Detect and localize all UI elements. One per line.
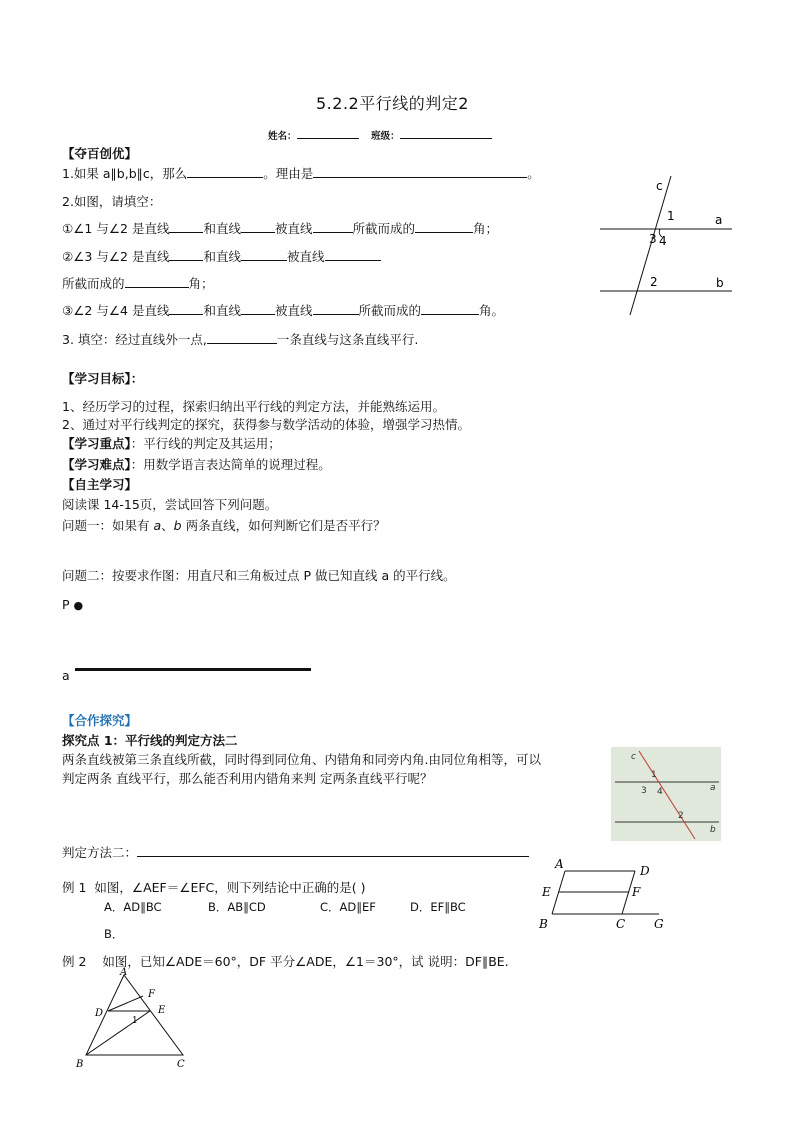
tri-angle-1: 1 [132, 1016, 138, 1026]
fig2-label-b: b [710, 825, 716, 835]
point-p-label: P [62, 597, 70, 612]
r3-blank-4[interactable] [421, 303, 479, 315]
r2-blank-3[interactable] [325, 249, 381, 261]
q1-text-c: 。 [527, 166, 540, 181]
class-label: 班级： [371, 131, 400, 142]
figure-parallel-lines [592, 172, 742, 322]
coop-text-1: 两条直线被第三条直线所截，同时得到同位角、内错角和同旁内角.由同位角相等，可以 [62, 752, 541, 767]
angle-2: 2 [650, 275, 658, 289]
section-header-warmup: 【夺百创优】 [62, 146, 138, 161]
problem-1 [62, 518, 386, 534]
angle-1: 1 [667, 209, 675, 223]
r2-t2: 被直线 [287, 249, 325, 264]
q2-row-2 [62, 249, 381, 265]
ex1-label: 例 1 [62, 880, 87, 895]
tri-point-B: B [76, 1059, 84, 1070]
coop-text-2: 判定两条 直线平行，那么能否利用内错角来判 定两条直线平行呢？ [62, 771, 433, 786]
class-blank[interactable] [400, 127, 492, 139]
question-1 [62, 166, 540, 182]
ex1-options [104, 900, 466, 914]
q1-text-b: 。理由是 [263, 166, 314, 181]
student-info [268, 127, 492, 143]
r1-t2: 被直线 [275, 221, 313, 236]
r3-t4: 角。 [479, 303, 505, 318]
ex1-option-d[interactable]: D．EF∥BC [410, 900, 466, 914]
p1-var-b: b [173, 518, 182, 533]
q2-row-2b [62, 276, 214, 292]
example-1 [62, 880, 366, 896]
point-p-dot: ● [73, 599, 84, 612]
fig2-angle-1: 1 [651, 770, 657, 780]
page-title: 5.2.2平行线的判定2 [316, 94, 469, 113]
figure-textbook-parallel [611, 747, 721, 841]
p1-text-a: 问题一：如果有 [62, 518, 150, 533]
goal-1: 1、经历学习的过程，探索归纳出平行线的判定方法，并能熟练运用。 [62, 399, 445, 414]
fig2-angle-2: 2 [678, 811, 684, 821]
r3-t3: 所截而成的 [358, 303, 422, 318]
r1-t4: 角； [473, 221, 499, 236]
r2b-t0: 所截而成的 [62, 276, 125, 291]
r1-t1: 和直线 [203, 221, 241, 236]
point-C: C [616, 917, 626, 931]
p1-var-a: a [149, 518, 162, 533]
p1-sep: 、 [161, 518, 174, 533]
q1-text-a: 1.如果 a∥b,b∥c，那么 [62, 166, 188, 181]
question-3 [62, 332, 418, 348]
point-G: G [654, 917, 664, 931]
r1-blank-2[interactable] [241, 221, 275, 233]
difficulty-line [62, 457, 331, 473]
ex2-text: 如图，已知∠ADE＝60°，DF 平分∠ADE，∠1＝30°，试 说明：DF∥BE. [102, 954, 509, 969]
figure-parallelogram [535, 856, 675, 936]
label-b: b [716, 276, 724, 290]
section-header-self-study: 【自主学习】 [62, 477, 138, 492]
tri-point-D: D [95, 1008, 104, 1019]
figure-triangle [68, 965, 198, 1075]
focus-text: ：平行线的判定及其运用； [130, 436, 281, 451]
r2-t0: ②∠3 与∠2 是直线 [62, 249, 170, 264]
r2b-t1: 角； [188, 276, 214, 291]
r2-blank-1[interactable] [169, 249, 203, 261]
r3-t0: ③∠2 与∠4 是直线 [62, 303, 170, 318]
line-a-drawing [75, 668, 311, 671]
question-2: 2.如图，请填空： [62, 194, 162, 209]
exploration-point-1: 探究点 1：平行线的判定方法二 [62, 733, 238, 748]
label-a: a [715, 213, 723, 227]
ex1-text: 如图，∠AEF＝∠EFC，则下列结论中正确的是( ) [94, 880, 366, 895]
r2-t1: 和直线 [203, 249, 241, 264]
focus-line [62, 436, 281, 452]
r3-t2: 被直线 [275, 303, 313, 318]
method-label: 判定方法二： [62, 845, 138, 860]
goal-2: 2、通过对平行线判定的探究，获得参与数学活动的体验，增强学习热情。 [62, 417, 470, 432]
ex1-option-b[interactable]: B．AB∥CD [208, 900, 266, 914]
angle-3: 3 [649, 232, 657, 246]
r3-blank-3[interactable] [313, 303, 359, 315]
ex1-option-c[interactable]: C．AD∥EF [320, 900, 376, 914]
tri-point-C: C [177, 1059, 185, 1070]
fig2-angle-3: 3 [641, 786, 647, 796]
reading-instruction: 阅读课 14-15页，尝试回答下列问题。 [62, 497, 278, 512]
r1-blank-3[interactable] [313, 221, 353, 233]
q2-row-1 [62, 221, 498, 237]
fig2-label-a: a [710, 783, 716, 793]
r1-blank-4[interactable] [415, 221, 473, 233]
method-blank[interactable] [137, 845, 529, 857]
difficulty-text: ：用数学语言表达简单的说理过程。 [130, 457, 331, 472]
point-p [62, 597, 83, 613]
r2b-blank[interactable] [125, 276, 189, 288]
focus-label: 【学习重点】 [62, 436, 131, 451]
q3-text-b: 一条直线与这条直线平行. [276, 332, 419, 347]
line-a-label: a [62, 668, 70, 683]
p1-text-b: 两条直线，如何判断它们是否平行？ [181, 518, 386, 533]
problem-2: 问题二：按要求作图：用直尺和三角板过点 P 做已知直线 a 的平行线。 [62, 568, 456, 583]
r1-blank-1[interactable] [169, 221, 203, 233]
r3-blank-2[interactable] [241, 303, 275, 315]
ex2-label: 例 2 [62, 954, 87, 969]
tri-point-F: F [148, 989, 155, 1000]
section-header-coop: 【合作探究】 [62, 713, 138, 728]
q3-text-a: 3. 填空：经过直线外一点, [62, 332, 207, 347]
q1-blank-1[interactable] [187, 166, 263, 178]
q3-blank[interactable] [207, 332, 277, 344]
r1-t3: 所截而成的 [352, 221, 416, 236]
point-E: E [542, 885, 551, 899]
point-A: A [555, 857, 564, 871]
point-D: D [640, 864, 650, 878]
q2-row-3 [62, 303, 504, 319]
ex1-option-a[interactable]: A．AD∥BC [104, 900, 162, 914]
q1-blank-2[interactable] [313, 166, 527, 178]
difficulty-label: 【学习难点】 [62, 457, 131, 472]
r2-blank-2[interactable] [241, 249, 287, 261]
tri-point-A: A [120, 967, 128, 978]
r3-blank-1[interactable] [169, 303, 203, 315]
ex1-extra: B． [104, 927, 124, 941]
point-B: B [539, 917, 548, 931]
fig2-angle-4: 4 [657, 787, 663, 797]
label-c: c [656, 179, 663, 193]
point-F: F [632, 885, 641, 899]
r3-t1: 和直线 [203, 303, 241, 318]
name-blank[interactable] [297, 127, 359, 139]
fig2-label-c: c [631, 752, 636, 762]
method-2 [62, 845, 529, 861]
name-label: 姓名： [268, 131, 297, 142]
tri-point-E: E [158, 1005, 166, 1016]
section-header-goals: 【学习目标】： [62, 371, 144, 386]
angle-4: 4 [659, 234, 667, 248]
r1-t0: ①∠1 与∠2 是直线 [62, 221, 170, 236]
